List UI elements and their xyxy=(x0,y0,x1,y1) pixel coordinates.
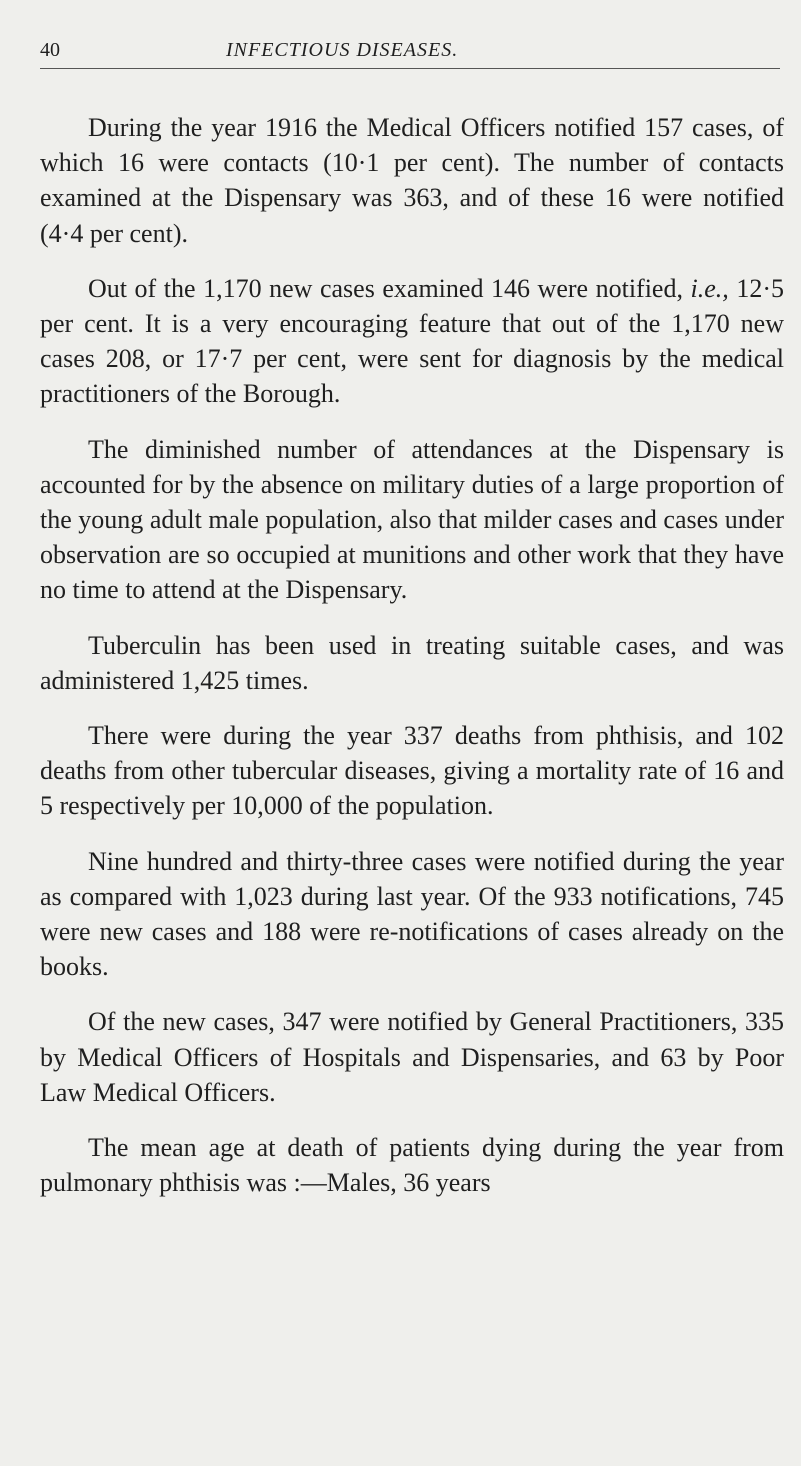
body-text xyxy=(40,110,784,1220)
paragraph-notifying-sources: Of the new cases, 347 were notified by General Practitioners, 335 by Medical Officers of Hospitals and Dispensaries, and 63 by Poor Law Medical Officers. xyxy=(40,1007,784,1107)
paragraph-dispensary-notifications: During the year 1916 the Medical Officers notified 157 cases, of which 16 were contacts (10·1 per cent). The number of contacts examined at the Dispensary was 363, and of these 16 were notified (4·4 per cent). xyxy=(40,113,784,248)
header-rule xyxy=(40,68,780,69)
paragraph-tuberculin: Tuberculin has been used in treating suitable cases, and was administered 1,425 times. xyxy=(40,630,784,695)
paragraph-new-cases xyxy=(40,271,784,412)
paragraph-deaths: There were during the year 337 deaths from phthisis, and 102 deaths from other tubercular diseases, giving a mortality rate of 16 and 5 respectively per 10,000 of the population. xyxy=(40,721,784,821)
running-head: INFECTIOUS DISEASES. xyxy=(226,39,459,61)
page-number: 40 xyxy=(40,39,60,61)
paragraph-notifications: Nine hundred and thirty-three cases were notified during the year as compared with 1,023 during last year. Of the 933 notifications, 745 were new cases and 188 were re-notifications of cases already on the books. xyxy=(40,846,784,982)
paragraph-new-cases-italic: i.e., xyxy=(690,273,729,303)
paragraph-attendances: The diminished number of attendances at the Dispensary is accounted for by the absence on military duties of a large proportion of the young adult male population, also that milder cases and cases under observation are so occupied at munitions and other work that they have no time to attend at the Dispensary. xyxy=(40,434,784,605)
paragraph-mean-age: The mean age at death of patients dying during the year from pulmonary phthisis was :—Males, 36 years xyxy=(40,1133,784,1198)
page-header xyxy=(0,38,801,98)
paragraph-new-cases-lead: Out of the 1,170 new cases examined 146 were notified, xyxy=(88,273,691,303)
paragraph-new-cases-rest: 12·5 per cent. It is a very encouraging feature that out of the 1,170 new cases 208, or 17·7 per cent, were sent for diagnosis by the medical practitioners of the Borough. xyxy=(40,273,784,409)
